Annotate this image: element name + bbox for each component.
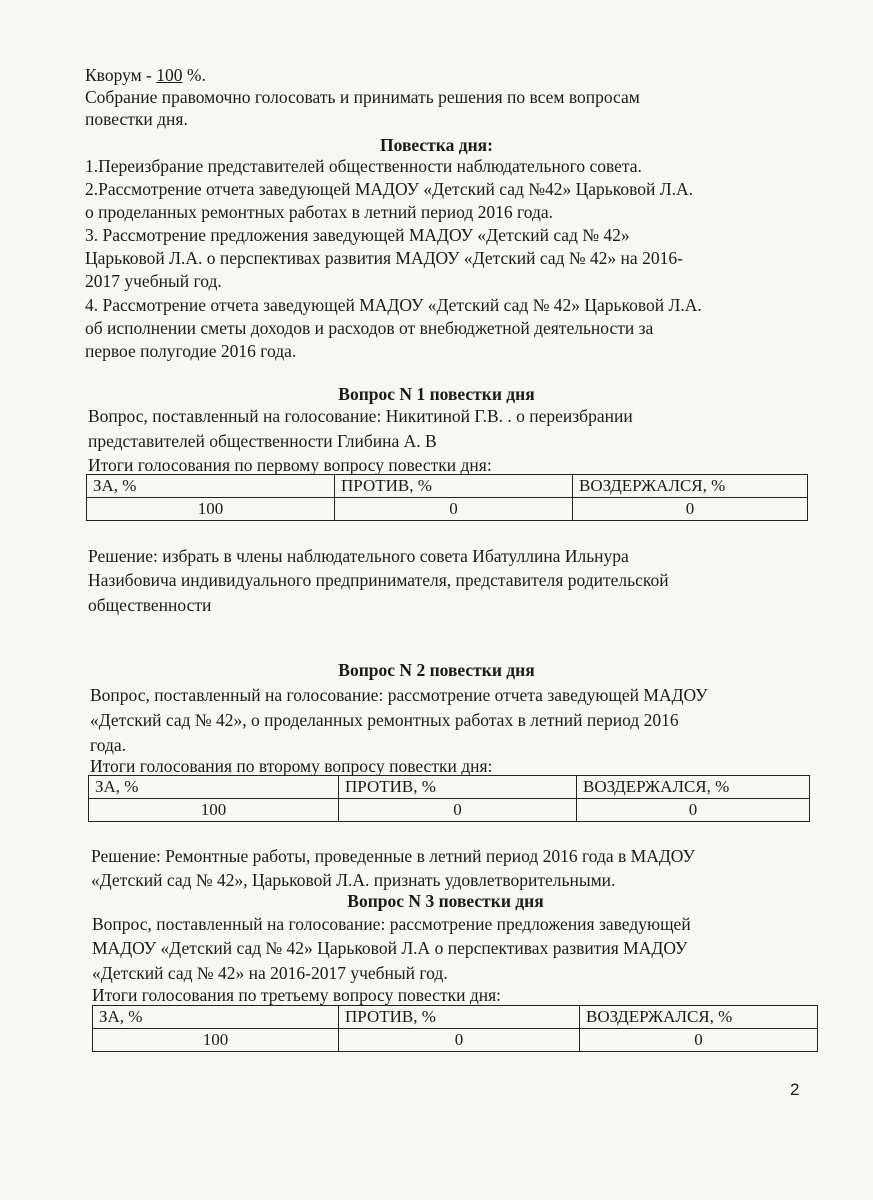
intro-line: Собрание правомочно голосовать и принимать решения по всем вопросам (85, 87, 640, 107)
question-2-title: Вопрос N 2 повестки дня (338, 660, 535, 680)
question-3-title: Вопрос N 3 повестки дня (347, 891, 544, 911)
agenda-line: об исполнении сметы доходов и расходов от внебюджетной деятельности за (85, 318, 654, 338)
question-2-text: года. (90, 735, 127, 755)
question-1-decision: общественности (88, 595, 212, 615)
quorum-label: Кворум - (85, 65, 157, 85)
question-1-decision: Решение: избрать в члены наблюдательного совета Ибатуллина Ильнура (88, 546, 629, 566)
value-abstain: 0 (573, 498, 808, 521)
header-for: ЗА, % (89, 776, 339, 799)
table-header-row (89, 776, 810, 799)
agenda-line: Царьковой Л.А. о перспективах развития МАДОУ «Детский сад № 42» на 2016- (85, 248, 683, 268)
header-abstain: ВОЗДЕРЖАЛСЯ, % (573, 475, 808, 498)
table-header-row (87, 475, 808, 498)
page-number: 2 (790, 1080, 800, 1099)
question-2-results-label: Итоги голосования по второму вопросу повестки дня: (90, 756, 493, 776)
question-1-decision: Назибовича индивидуального предпринимателя, представителя родительской (88, 570, 669, 590)
agenda-line: 2017 учебный год. (85, 271, 222, 291)
question-3-text: МАДОУ «Детский сад № 42» Царьковой Л.А о перспективах развития МАДОУ (92, 938, 688, 958)
value-abstain: 0 (577, 799, 810, 822)
question-1-text: Вопрос, поставленный на голосование: Никитиной Г.В. . о переизбрании (88, 406, 633, 426)
table-row (89, 799, 810, 822)
value-against: 0 (335, 498, 573, 521)
value-against: 0 (339, 1029, 580, 1052)
agenda-line: 2.Рассмотрение отчета заведующей МАДОУ «Детский сад №42» Царьковой Л.А. (85, 179, 694, 199)
question-1-title: Вопрос N 1 повестки дня (338, 384, 535, 404)
question-1-text: представителей общественности Глибина А. В (88, 431, 437, 451)
agenda-title: Повестка дня: (380, 135, 493, 155)
agenda-line: 1.Переизбрание представителей общественности наблюдательного совета. (85, 156, 642, 176)
value-abstain: 0 (580, 1029, 818, 1052)
header-abstain: ВОЗДЕРЖАЛСЯ, % (577, 776, 810, 799)
quorum-value: 100 (156, 65, 183, 85)
table-row (93, 1029, 818, 1052)
question-1-results-table (86, 474, 808, 521)
value-for: 100 (93, 1029, 339, 1052)
quorum-unit: %. (182, 65, 206, 85)
value-for: 100 (89, 799, 339, 822)
agenda-line: первое полугодие 2016 года. (85, 341, 297, 361)
question-3-text: Вопрос, поставленный на голосование: рассмотрение предложения заведующей (92, 914, 691, 934)
value-for: 100 (87, 498, 335, 521)
question-3-results-table (92, 1005, 818, 1052)
value-against: 0 (339, 799, 577, 822)
agenda-line: 3. Рассмотрение предложения заведующей МАДОУ «Детский сад № 42» (85, 225, 630, 245)
quorum-line (85, 64, 206, 86)
header-abstain: ВОЗДЕРЖАЛСЯ, % (580, 1006, 818, 1029)
question-1-results-label: Итоги голосования по первому вопросу повестки дня: (88, 455, 492, 475)
question-2-decision: «Детский сад № 42», Царьковой Л.А. признать удовлетворительными. (91, 870, 616, 890)
agenda-line: 4. Рассмотрение отчета заведующей МАДОУ «Детский сад № 42» Царьковой Л.А. (85, 295, 702, 315)
agenda-line: о проделанных ремонтных работах в летний период 2016 года. (85, 202, 554, 222)
question-2-text: Вопрос, поставленный на голосование: рассмотрение отчета заведующей МАДОУ (90, 685, 708, 705)
question-3-text: «Детский сад № 42» на 2016-2017 учебный год. (92, 963, 448, 983)
intro-line: повестки дня. (85, 109, 188, 129)
table-row (87, 498, 808, 521)
header-against: ПРОТИВ, % (339, 776, 577, 799)
question-2-results-table (88, 775, 810, 822)
header-for: ЗА, % (93, 1006, 339, 1029)
question-2-decision: Решение: Ремонтные работы, проведенные в летний период 2016 года в МАДОУ (91, 846, 695, 866)
header-against: ПРОТИВ, % (335, 475, 573, 498)
question-2-text: «Детский сад № 42», о проделанных ремонтных работах в летний период 2016 (90, 710, 679, 730)
table-header-row (93, 1006, 818, 1029)
header-for: ЗА, % (87, 475, 335, 498)
question-3-results-label: Итоги голосования по третьему вопросу повестки дня: (92, 985, 502, 1005)
header-against: ПРОТИВ, % (339, 1006, 580, 1029)
